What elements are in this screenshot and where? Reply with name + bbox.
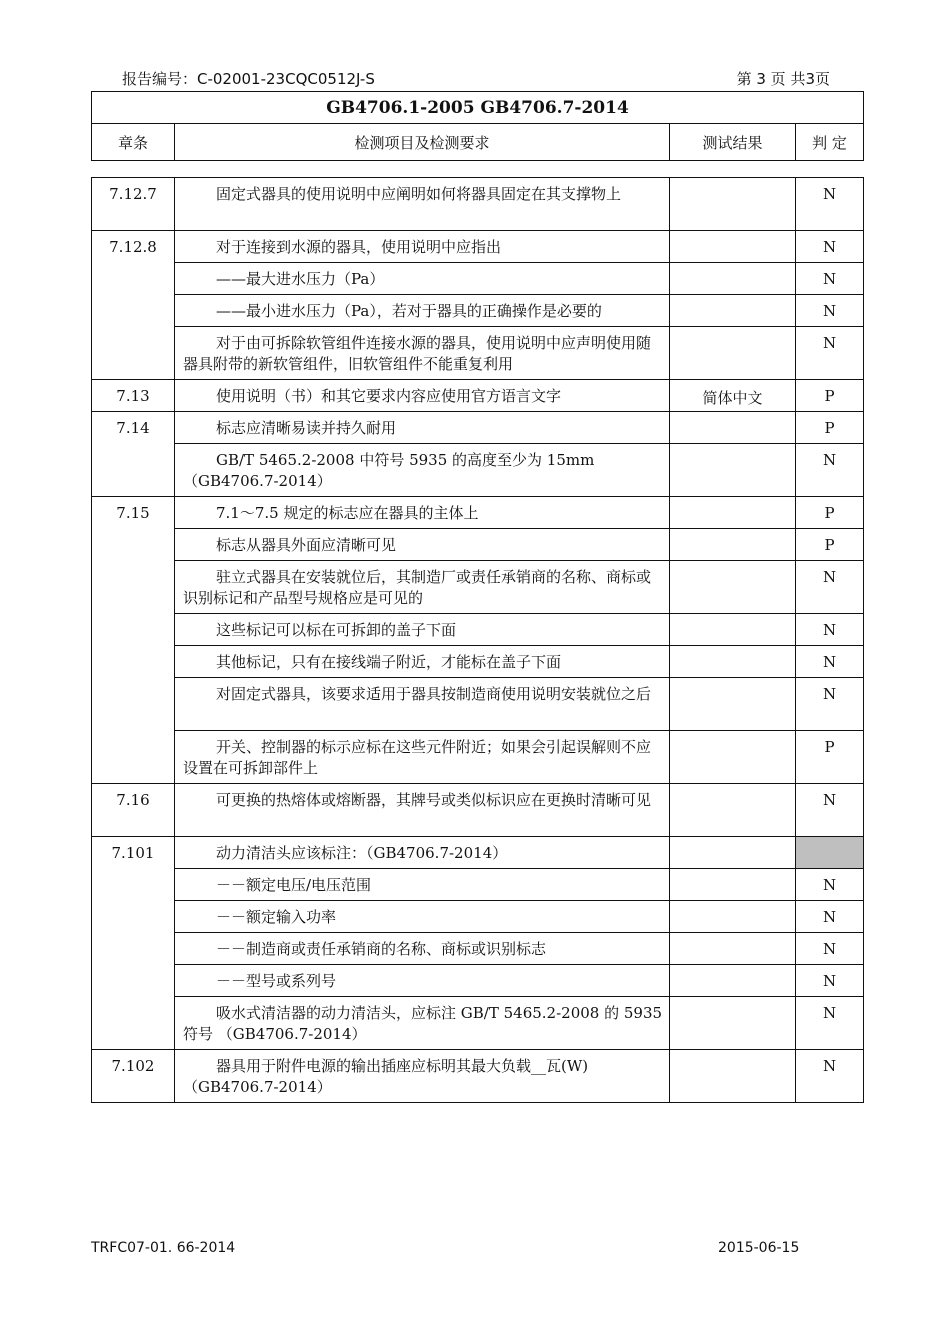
requirement-cell: －－型号或系列号 <box>175 965 670 997</box>
verdict-cell: N <box>796 231 864 263</box>
verdict-cell: P <box>796 497 864 529</box>
result-cell <box>670 295 796 327</box>
table-row <box>92 263 864 295</box>
verdict-cell: P <box>796 412 864 444</box>
verdict-cell: N <box>796 965 864 997</box>
clause-cell: 7.12.8 <box>92 231 175 380</box>
form-number: TRFC07-01. 66-2014 <box>91 1240 236 1256</box>
result-cell <box>670 678 796 731</box>
verdict-cell: N <box>796 933 864 965</box>
result-cell <box>670 561 796 614</box>
verdict-cell: N <box>796 295 864 327</box>
verdict-cell: N <box>796 901 864 933</box>
requirement-cell: 固定式器具的使用说明中应阐明如何将器具固定在其支撑物上 <box>175 178 670 231</box>
verdict-cell: N <box>796 678 864 731</box>
column-header-verdict: 判 定 <box>796 124 864 161</box>
requirement-cell: 对固定式器具，该要求适用于器具按制造商使用说明安装就位之后 <box>175 678 670 731</box>
table-row <box>92 837 864 869</box>
table-row <box>92 1050 864 1103</box>
verdict-cell: N <box>796 327 864 380</box>
result-cell <box>670 231 796 263</box>
requirements-table <box>91 177 864 1103</box>
result-cell <box>670 614 796 646</box>
result-cell <box>670 178 796 231</box>
result-cell <box>670 1050 796 1103</box>
requirement-cell: 吸水式清洁器的动力清洁头，应标注 GB/T 5465.2-2008 的 5935 符号 （GB4706.7-2014） <box>175 997 670 1050</box>
requirement-cell: 可更换的热熔体或熔断器，其牌号或类似标识应在更换时清晰可见 <box>175 784 670 837</box>
result-cell <box>670 497 796 529</box>
table-row <box>92 869 864 901</box>
result-cell <box>670 784 796 837</box>
verdict-cell: P <box>796 731 864 784</box>
result-cell <box>670 327 796 380</box>
requirement-cell: GB/T 5465.2-2008 中符号 5935 的高度至少为 15mm（GB4706.7-2014） <box>175 444 670 497</box>
table-row <box>92 529 864 561</box>
requirement-cell: ——最大进水压力（Pa） <box>175 263 670 295</box>
result-cell <box>670 412 796 444</box>
result-cell <box>670 837 796 869</box>
verdict-cell: N <box>796 784 864 837</box>
requirement-cell: －－额定输入功率 <box>175 901 670 933</box>
result-cell <box>670 263 796 295</box>
table-row <box>92 784 864 837</box>
standard-title: GB4706.1-2005 GB4706.7-2014 <box>92 92 864 124</box>
verdict-cell: N <box>796 444 864 497</box>
result-cell: 简体中文 <box>670 380 796 412</box>
requirement-cell: 7.1～7.5 规定的标志应在器具的主体上 <box>175 497 670 529</box>
requirement-cell: 器具用于附件电源的输出插座应标明其最大负载__瓦(W)（GB4706.7-2014） <box>175 1050 670 1103</box>
column-header-requirement: 检测项目及检测要求 <box>175 124 670 161</box>
requirement-cell: 这些标记可以标在可拆卸的盖子下面 <box>175 614 670 646</box>
result-cell <box>670 444 796 497</box>
result-cell <box>670 529 796 561</box>
result-cell <box>670 869 796 901</box>
verdict-cell: N <box>796 997 864 1050</box>
requirement-cell: 其他标记，只有在接线端子附近，才能标在盖子下面 <box>175 646 670 678</box>
requirement-cell: 标志应清晰易读并持久耐用 <box>175 412 670 444</box>
table-row <box>92 614 864 646</box>
table-row <box>92 327 864 380</box>
verdict-cell: N <box>796 869 864 901</box>
table-row <box>92 444 864 497</box>
table-row <box>92 231 864 263</box>
verdict-cell: N <box>796 178 864 231</box>
table-row <box>92 380 864 412</box>
header-table <box>91 91 864 161</box>
verdict-cell: N <box>796 263 864 295</box>
verdict-cell: N <box>796 646 864 678</box>
report-number: 报告编号：C-02001-23CQC0512J-S <box>122 70 375 88</box>
requirement-cell: 开关、控制器的标示应标在这些元件附近；如果会引起误解则不应设置在可拆卸部件上 <box>175 731 670 784</box>
clause-cell: 7.13 <box>92 380 175 412</box>
requirement-cell: 使用说明（书）和其它要求内容应使用官方语言文字 <box>175 380 670 412</box>
verdict-cell: N <box>796 614 864 646</box>
clause-cell: 7.102 <box>92 1050 175 1103</box>
verdict-cell: P <box>796 529 864 561</box>
clause-cell: 7.12.7 <box>92 178 175 231</box>
result-cell <box>670 933 796 965</box>
table-row <box>92 178 864 231</box>
clause-cell: 7.15 <box>92 497 175 784</box>
footer-date: 2015-06-15 <box>718 1240 800 1256</box>
table-row <box>92 731 864 784</box>
verdict-cell: N <box>796 561 864 614</box>
table-row <box>92 646 864 678</box>
requirement-cell: 驻立式器具在安装就位后，其制造厂或责任承销商的名称、商标或识别标记和产品型号规格应是可见的 <box>175 561 670 614</box>
requirement-cell: 对于由可拆除软管组件连接水源的器具，使用说明中应声明使用随器具附带的新软管组件，旧软管组件不能重复利用 <box>175 327 670 380</box>
requirement-cell: 对于连接到水源的器具，使用说明中应指出 <box>175 231 670 263</box>
requirement-cell: ——最小进水压力（Pa），若对于器具的正确操作是必要的 <box>175 295 670 327</box>
table-row <box>92 965 864 997</box>
clause-cell: 7.16 <box>92 784 175 837</box>
verdict-cell: P <box>796 380 864 412</box>
verdict-cell <box>796 837 864 869</box>
clause-cell: 7.101 <box>92 837 175 1050</box>
table-row <box>92 678 864 731</box>
table-row <box>92 412 864 444</box>
table-row <box>92 561 864 614</box>
table-row <box>92 497 864 529</box>
result-cell <box>670 997 796 1050</box>
requirement-cell: －－制造商或责任承销商的名称、商标或识别标志 <box>175 933 670 965</box>
result-cell <box>670 646 796 678</box>
requirement-cell: 动力清洁头应该标注：（GB4706.7-2014） <box>175 837 670 869</box>
table-row <box>92 901 864 933</box>
table-row <box>92 997 864 1050</box>
result-cell <box>670 965 796 997</box>
clause-cell: 7.14 <box>92 412 175 497</box>
result-cell <box>670 731 796 784</box>
requirement-cell: 标志从器具外面应清晰可见 <box>175 529 670 561</box>
table-row <box>92 295 864 327</box>
table-row <box>92 933 864 965</box>
page-indicator: 第 3 页 共3页 <box>736 70 830 88</box>
result-cell <box>670 901 796 933</box>
column-header-clause: 章条 <box>92 124 175 161</box>
column-header-result: 测试结果 <box>670 124 796 161</box>
verdict-cell: N <box>796 1050 864 1103</box>
requirement-cell: －－额定电压/电压范围 <box>175 869 670 901</box>
